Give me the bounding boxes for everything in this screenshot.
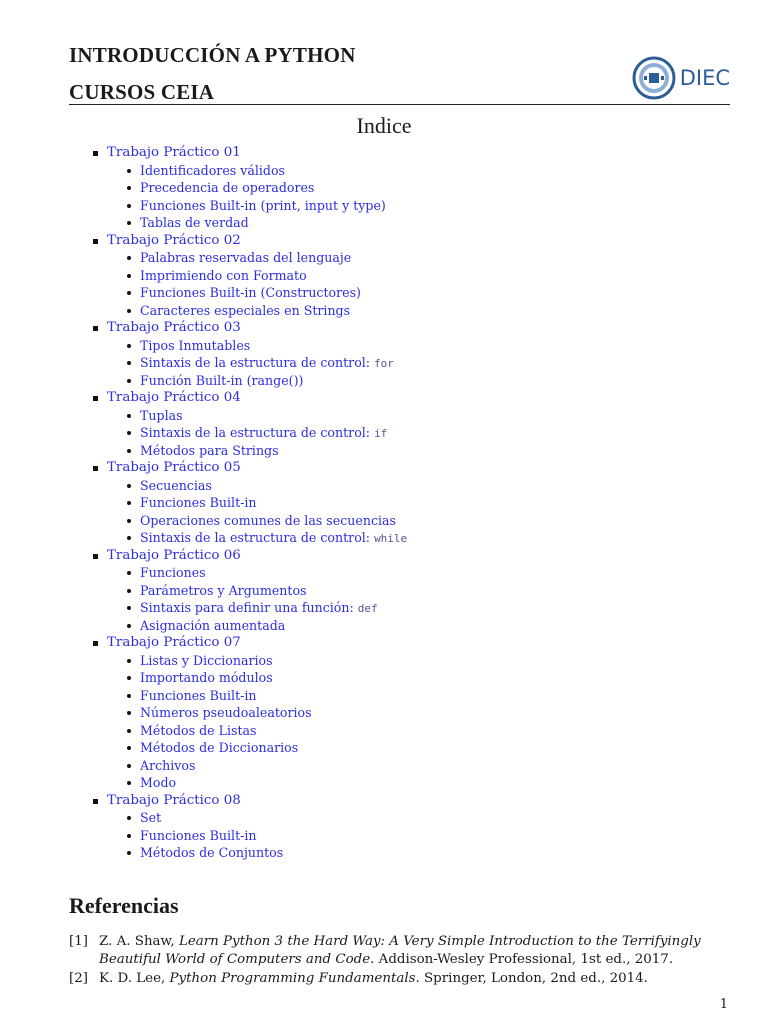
toc-item-label: Funciones: [140, 565, 206, 580]
toc-item-link[interactable]: [90, 372, 690, 390]
reference-authors: Z. A. Shaw,: [99, 934, 179, 949]
square-bullet-icon: [93, 641, 98, 646]
toc-item-link[interactable]: [90, 267, 690, 285]
code-keyword: def: [357, 602, 378, 615]
square-bullet-icon: [93, 554, 98, 559]
reference-number: [2]: [69, 971, 88, 986]
toc-item-label: Funciones Built-in: [140, 687, 257, 703]
round-bullet-icon: [127, 694, 131, 698]
reference-title: Learn Python 3 the Hard Way: A Very Simple Introduction to the Terrifyingly Beautiful World of Computers and Code: [99, 934, 701, 967]
toc-item-link[interactable]: [90, 652, 690, 670]
course-title: INTRODUCCIÓN A PYTHON: [69, 43, 356, 67]
toc-item-link[interactable]: [90, 512, 690, 530]
toc-item-link[interactable]: [90, 302, 690, 320]
toc-item-label: Modo: [140, 775, 177, 790]
round-bullet-icon: [127, 186, 131, 190]
toc-item-label: Sintaxis de la estructura de control:: [140, 355, 375, 370]
references-title: Referencias: [69, 893, 179, 918]
toc-item-label: Tablas de verdad: [140, 215, 249, 230]
toc-item-link[interactable]: [90, 214, 690, 232]
reference-authors: K. D. Lee,: [99, 971, 170, 986]
round-bullet-icon: [127, 589, 131, 593]
toc-section-label: Trabajo Práctico 02: [107, 232, 241, 248]
square-bullet-icon: [93, 466, 98, 471]
toc-item-label: Listas y Diccionarios: [140, 652, 273, 668]
toc-item-link[interactable]: [90, 249, 690, 267]
square-bullet-icon: [93, 396, 98, 401]
toc-item-label: Métodos para Strings: [140, 442, 279, 458]
toc-item-label: Secuencias: [140, 477, 212, 493]
logo-text: DIEC: [679, 66, 730, 90]
toc-section-link[interactable]: [90, 144, 690, 162]
toc-item-link[interactable]: [90, 424, 690, 442]
toc-item-label: Métodos de Diccionarios: [140, 740, 299, 755]
round-bullet-icon: [127, 361, 131, 365]
round-bullet-icon: [127, 256, 131, 260]
toc-section-label: Trabajo Práctico 07: [107, 635, 241, 650]
round-bullet-icon: [127, 204, 131, 208]
toc-item-label: Sintaxis para definir una función:: [140, 600, 358, 615]
round-bullet-icon: [127, 519, 131, 523]
toc-item-link[interactable]: [90, 197, 690, 215]
round-bullet-icon: [127, 571, 131, 575]
toc-item-label: Tipos Inmutables: [140, 337, 251, 353]
toc-section-link[interactable]: [90, 389, 690, 407]
toc-item-label: Operaciones comunes de las secuencias: [140, 512, 396, 528]
toc-section-link[interactable]: [90, 319, 690, 337]
toc-item-link[interactable]: [90, 617, 690, 635]
toc-section-label: Trabajo Práctico 03: [107, 320, 241, 335]
toc-item-link[interactable]: [90, 669, 690, 687]
toc-section-link[interactable]: [90, 792, 690, 810]
round-bullet-icon: [127, 624, 131, 628]
toc-item-label: Archivos: [140, 757, 196, 773]
toc-item-label: Asignación aumentada: [140, 617, 286, 633]
toc-item-label: Números pseudoaleatorios: [140, 705, 312, 720]
toc-item-link[interactable]: [90, 284, 690, 302]
round-bullet-icon: [127, 414, 131, 418]
toc-section-link[interactable]: [90, 634, 690, 652]
toc-item-link[interactable]: [90, 722, 690, 740]
round-bullet-icon: [127, 711, 131, 715]
references-list: [69, 933, 730, 989]
square-bullet-icon: [93, 799, 98, 804]
toc-item-label: Parámetros y Argumentos: [140, 582, 307, 598]
diec-logo-icon: [632, 56, 676, 100]
toc-item-link[interactable]: [90, 687, 690, 705]
reference-item: [69, 970, 730, 988]
toc-item-link[interactable]: [90, 162, 690, 180]
toc-item-link[interactable]: [90, 337, 690, 355]
reference-item: [69, 933, 730, 969]
toc-item-label: Importando módulos: [140, 670, 273, 685]
round-bullet-icon: [127, 781, 131, 785]
toc-section-label: Trabajo Práctico 06: [107, 547, 241, 563]
square-bullet-icon: [93, 151, 98, 156]
toc-item-link[interactable]: [90, 599, 690, 617]
toc-item-label: Tuplas: [140, 407, 183, 423]
toc-item-label: Palabras reservadas del lenguaje: [140, 250, 352, 265]
diec-logo: [632, 56, 730, 100]
toc-item-link[interactable]: [90, 442, 690, 460]
reference-publisher: . Addison-Wesley Professional, 1st ed., 2017.: [370, 952, 674, 967]
toc-item-link[interactable]: [90, 494, 690, 512]
toc-section-label: Trabajo Práctico 05: [107, 460, 241, 475]
square-bullet-icon: [93, 239, 98, 244]
round-bullet-icon: [127, 851, 131, 855]
round-bullet-icon: [127, 169, 131, 173]
round-bullet-icon: [127, 676, 131, 680]
index-title: Indice: [356, 113, 412, 138]
toc-item-link[interactable]: [90, 809, 690, 827]
toc-item-link[interactable]: [90, 582, 690, 600]
round-bullet-icon: [127, 449, 131, 453]
round-bullet-icon: [127, 379, 131, 383]
page-header: [69, 40, 730, 105]
round-bullet-icon: [127, 729, 131, 733]
round-bullet-icon: [127, 501, 131, 505]
toc-item-label: Funciones Built-in: [140, 495, 257, 510]
toc-item-label: Caracteres especiales en Strings: [140, 302, 351, 318]
course-subtitle: CURSOS CEIA: [69, 80, 215, 104]
round-bullet-icon: [127, 291, 131, 295]
toc-item-link[interactable]: [90, 827, 690, 845]
round-bullet-icon: [127, 309, 131, 313]
toc-section-label: Trabajo Práctico 04: [107, 390, 241, 405]
reference-publisher: . Springer, London, 2nd ed., 2014.: [415, 971, 648, 986]
toc-item-label: Función Built-in (range()): [140, 372, 304, 388]
toc-item-link[interactable]: [90, 477, 690, 495]
toc-item-label: Sintaxis de la estructura de control:: [140, 425, 375, 440]
toc-item-link[interactable]: [90, 757, 690, 775]
toc-item-label: Funciones Built-in (print, input y type): [140, 197, 386, 213]
reference-title: Python Programming Fundamentals: [169, 971, 416, 986]
toc-item-label: Funciones Built-in (Constructores): [140, 285, 361, 300]
code-keyword: while: [374, 532, 408, 545]
toc-item-link[interactable]: [90, 179, 690, 197]
round-bullet-icon: [127, 764, 131, 768]
toc-item-label: Métodos de Listas: [140, 722, 257, 738]
page-number: 1: [719, 997, 728, 1012]
toc-item-label: Identificadores válidos: [140, 162, 286, 178]
round-bullet-icon: [127, 816, 131, 820]
toc-item-label: Funciones Built-in: [140, 827, 257, 843]
round-bullet-icon: [127, 659, 131, 663]
round-bullet-icon: [127, 834, 131, 838]
round-bullet-icon: [127, 484, 131, 488]
code-keyword: for: [374, 357, 394, 370]
round-bullet-icon: [127, 274, 131, 278]
toc-item-link[interactable]: [90, 354, 690, 372]
round-bullet-icon: [127, 221, 131, 225]
reference-number: [1]: [69, 934, 88, 949]
toc-section-label: Trabajo Práctico 08: [107, 792, 241, 808]
round-bullet-icon: [127, 344, 131, 348]
toc-item-label: Set: [140, 810, 162, 825]
toc-section-label: Trabajo Práctico 01: [107, 145, 241, 160]
table-of-contents: [90, 144, 690, 862]
toc-item-link[interactable]: [90, 704, 690, 722]
toc-section-link[interactable]: [90, 547, 690, 565]
toc-item-label: Imprimiendo con Formato: [140, 267, 307, 283]
toc-item-link[interactable]: [90, 529, 690, 547]
toc-item-link[interactable]: [90, 844, 690, 862]
code-keyword: if: [374, 427, 388, 440]
round-bullet-icon: [127, 606, 131, 610]
toc-item-link[interactable]: [90, 407, 690, 425]
round-bullet-icon: [127, 431, 131, 435]
toc-item-label: Sintaxis de la estructura de control:: [140, 530, 375, 545]
toc-section-link[interactable]: [90, 459, 690, 477]
square-bullet-icon: [93, 326, 98, 331]
round-bullet-icon: [127, 536, 131, 540]
round-bullet-icon: [127, 746, 131, 750]
toc-item-label: Métodos de Conjuntos: [140, 845, 284, 860]
toc-item-label: Precedencia de operadores: [140, 180, 315, 195]
toc-item-link[interactable]: [90, 564, 690, 582]
toc-item-link[interactable]: [90, 774, 690, 792]
toc-section-link[interactable]: [90, 232, 690, 250]
toc-item-link[interactable]: [90, 739, 690, 757]
